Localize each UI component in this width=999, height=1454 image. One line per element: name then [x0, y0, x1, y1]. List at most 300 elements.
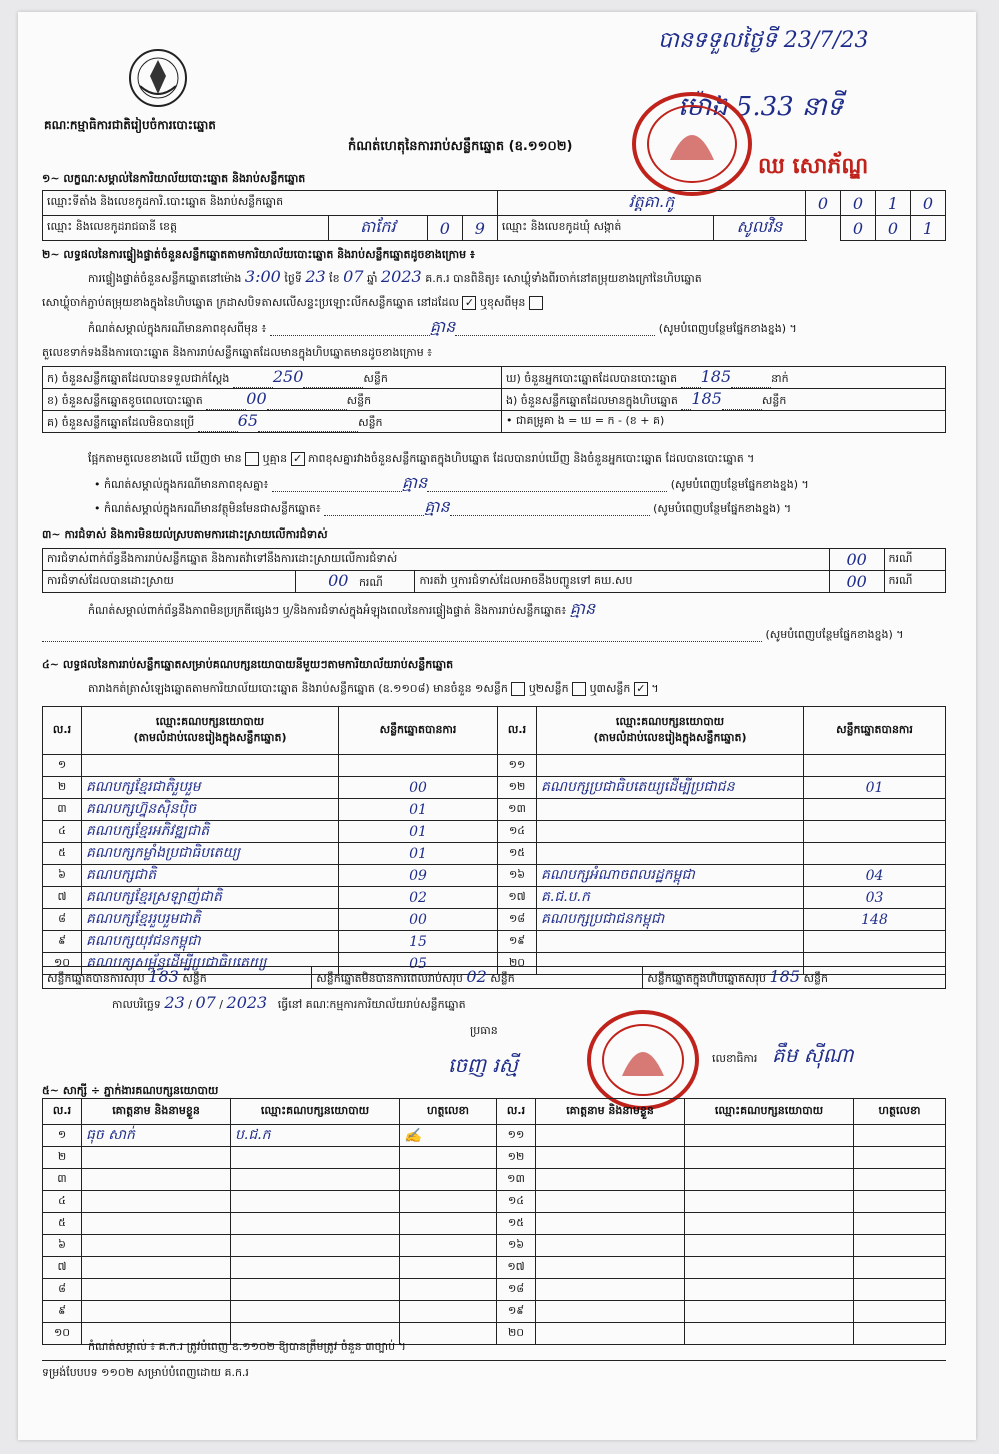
party-votes: 00 [339, 909, 498, 931]
witness-name [536, 1235, 685, 1257]
witness-name [82, 1279, 231, 1301]
day-label: ថ្ងៃទី [284, 272, 302, 285]
unit-label: សន្លឹក [363, 372, 388, 385]
row-number: ១៩ [497, 1301, 536, 1323]
table-row [43, 799, 946, 821]
received-time-note: ម៉ោង 5.33 នាទី [678, 92, 844, 122]
table-row [43, 1191, 946, 1213]
witness-signature [854, 1213, 946, 1235]
case-unit: ករណី [358, 576, 383, 589]
witness-signature [400, 1323, 497, 1345]
different-checkbox[interactable] [529, 296, 543, 310]
row-number: ៦ [43, 865, 82, 887]
unit-label: សន្លឹក [358, 416, 383, 429]
party-name: គណបក្សអំណាចពលរដ្ឋកម្ពុជា [537, 865, 804, 887]
in-box-value: 185 [691, 389, 722, 408]
irregularity-label: កំណត់សម្គាល់ពាក់ព័ន្ធនឹងភាពមិនប្រក្រតីផ្សេងៗ ឬ/និងការជំទាស់ក្នុងអំឡុងពេលនៃការផ្ទៀងផ្ទាត់ និងការរាប់សន្លឹកឆ្នោត៖ [88, 604, 567, 617]
row-number: ១ [43, 755, 82, 777]
seal-text: សោឃ្លុំចាក់ភ្ជាប់តម្រុយខាងក្នុងនៃហិបឆ្នោត ក្រដាសបិទតាសលើសន្ទះប្រឡោះលីកសន្លឹកឆ្នោត នៅដដែល [42, 296, 459, 309]
month-label: ខែ [329, 272, 340, 285]
irregularity-suffix: (សូមបំពេញបន្ថែមផ្នែកខាងខ្នង) ។ [765, 628, 904, 641]
party-votes: 05 [339, 953, 498, 975]
case-unit: ករណី [884, 549, 945, 571]
witness-name: ធុច សាក់ [82, 1125, 231, 1147]
row-number: ១៥ [498, 843, 537, 865]
witness-party [231, 1147, 400, 1169]
voters-label: ឃ) ចំនួនអ្នកបោះឆ្នោតដែលបានបោះឆ្នោត [506, 372, 678, 385]
row-number: ៨ [43, 1279, 82, 1301]
party-votes: 09 [339, 865, 498, 887]
row-number: ៤ [43, 1191, 82, 1213]
col-votes: សន្លឹកឆ្នោតបានការ [804, 707, 946, 755]
location-label: ឈ្មោះទីតាំង និងលេខកូដការិ.បោះឆ្នោត និងរាប់សន្លឹកឆ្នោត [43, 191, 498, 216]
note-suffix: (សូមបំពេញបន្ថែមផ្នែកខាងខ្នង) ។ [658, 322, 797, 335]
location-value: វត្តគា.កូ [628, 192, 675, 211]
witness-signature [854, 1257, 946, 1279]
witness-name [82, 1191, 231, 1213]
one-sheet-checkbox[interactable] [511, 682, 525, 696]
witness-party [231, 1213, 400, 1235]
party-votes: 01 [339, 821, 498, 843]
table-row [43, 1235, 946, 1257]
footer-divider [42, 1360, 946, 1361]
party-votes: 04 [804, 865, 946, 887]
commune-value: សូលវិន [736, 217, 783, 236]
in-box-label: ង) ចំនួនសន្លឹកឆ្នោតដែលមានក្នុងហិបឆ្នោត [506, 394, 678, 407]
witness-name [536, 1279, 685, 1301]
same-checkbox[interactable]: ✓ [462, 296, 476, 310]
party-votes: 02 [339, 887, 498, 909]
irregularity-line-2 [42, 628, 904, 642]
witness-signature [854, 1169, 946, 1191]
unused-value: 65 [237, 411, 259, 430]
witness-party [685, 1279, 854, 1301]
row-number: ៤ [43, 821, 82, 843]
verification-line [88, 267, 702, 286]
row-number: ១១ [497, 1125, 536, 1147]
total-invalid-value: 02 [466, 967, 487, 986]
table-row [43, 755, 946, 777]
irregularity-note [88, 599, 596, 618]
party-name: គណបក្សខ្មែរជាតិរួបរួម [82, 777, 339, 799]
col-name: គោត្តនាម និងនាមខ្លួន [536, 1099, 685, 1125]
col-votes: សន្លឹកឆ្នោតបានការ [339, 707, 498, 755]
witness-signature [400, 1147, 497, 1169]
col-no: ល.រ [497, 1099, 536, 1125]
col-party-title: ឈ្មោះគណបក្សនយោបាយ [615, 714, 725, 728]
received-date-note: បានទទួលថ្ងៃទី 23/7/23 [658, 28, 869, 53]
province-value: តាកែវ [360, 217, 396, 236]
col-party [82, 707, 339, 755]
col-party [537, 707, 804, 755]
party-votes [804, 843, 946, 865]
row-number: ១២ [497, 1147, 536, 1169]
secretary-label: លេខាធិការ [712, 1052, 758, 1065]
section5-title: ៥~ សាក្សី ÷ ភ្នាក់ងារគណបក្សនយោបាយ [42, 1084, 219, 1097]
total-box-label: សន្លឹកឆ្នោតក្នុងហិបឆ្នោតសរុប [647, 972, 766, 985]
witness-signature [854, 1279, 946, 1301]
witness-party [685, 1323, 854, 1345]
witness-signature [854, 1235, 946, 1257]
row-number: ១៤ [498, 821, 537, 843]
col-name: គោត្តនាម និងនាមខ្លួន [82, 1099, 231, 1125]
row-number: ១៥ [497, 1213, 536, 1235]
section1-table [42, 190, 946, 241]
president-name: ចេញ រស្មី [448, 1053, 518, 1077]
table-row [43, 1279, 946, 1301]
row-number: ១៨ [498, 909, 537, 931]
row-number: ១២ [498, 777, 537, 799]
table-row [43, 843, 946, 865]
party-name: គណបក្សកម្លាំងប្រជាធិបតេយ្យ [82, 843, 339, 865]
difference-note-label: • កំណត់សម្គាល់ក្នុងករណីមានភាពខុសគ្នា៖ [94, 478, 269, 491]
table-row [43, 865, 946, 887]
col-party-title: ឈ្មោះគណបក្សនយោបាយ [155, 714, 265, 728]
two-sheet-checkbox[interactable] [572, 682, 586, 696]
party-name: គណបក្សប្រជាធិបតេយ្យដើម្បីប្រជាជន [537, 777, 804, 799]
commune-code-digit: 0 [876, 216, 911, 241]
note-line [88, 317, 797, 336]
nec-logo [126, 46, 190, 110]
witness-signature [854, 1191, 946, 1213]
no-difference-checkbox[interactable]: ✓ [291, 452, 305, 466]
party-name [537, 931, 804, 953]
verification-month: 07 [343, 267, 364, 286]
witness-name [536, 1257, 685, 1279]
irregularity-value: គ្មាន [569, 599, 596, 618]
col-sign: ហត្ថលេខា [400, 1099, 497, 1125]
signature-note: ឈ សោភ័ណ្ឌ [758, 154, 869, 179]
row-number: ១៦ [497, 1235, 536, 1257]
formula-label: • ជាគម្រូគា ង = ឃ = ក - (ខ + គ) [506, 413, 665, 427]
row-number: ៦ [43, 1235, 82, 1257]
committee-stamp [584, 1008, 702, 1112]
witness-name [536, 1323, 685, 1345]
received-label: ក) ចំនួនសន្លឹកឆ្នោតដែលបានទទួលជាក់ស្តែង [47, 372, 230, 385]
row-number: ៥ [43, 1213, 82, 1235]
party-votes [804, 799, 946, 821]
row-number: ២ [43, 1147, 82, 1169]
party-name: គណបក្សខ្មែរស្រឡាញ់ជាតិ [82, 887, 339, 909]
party-name [537, 843, 804, 865]
unit-label: សន្លឹក [490, 972, 515, 985]
row-number: ១៣ [498, 799, 537, 821]
party-votes [804, 755, 946, 777]
totals-table [42, 966, 946, 989]
party-name: គណបក្សប្រជាជនកម្ពុជា [537, 909, 804, 931]
witness-signature [854, 1301, 946, 1323]
date-line: កាលបរិច្ឆេទ 23 / 07 / 2023 ធ្វើនៅ គណៈកម្មការការិយាល័យរាប់សន្លឹកឆ្នោត [112, 993, 466, 1012]
location-code-digit: 0 [806, 191, 841, 216]
witness-signature [400, 1169, 497, 1191]
president-label: ប្រធាន [470, 1024, 498, 1037]
object-note-line [94, 497, 792, 516]
col-party: ឈ្មោះគណបក្សនយោបាយ [231, 1099, 400, 1125]
row-number: ៣ [43, 799, 82, 821]
table-row [43, 1147, 946, 1169]
sign-body: ធ្វើនៅ គណៈកម្មការការិយាល័យរាប់សន្លឹកឆ្នោត [277, 998, 466, 1011]
witness-party [685, 1301, 854, 1323]
witness-party [685, 1125, 854, 1147]
verification-text: គ.ក.រ បានពិនិត្យ៖ សោឃ្លុំទាំងពីរចាក់នៅតម្រុយខាងក្រៅនៃហិបឆ្នោត [425, 272, 702, 285]
witness-signature: ✍ [400, 1125, 497, 1147]
row-number: ៩ [43, 1301, 82, 1323]
witness-signature [854, 1147, 946, 1169]
difference-note-line [94, 473, 809, 492]
witness-signature [400, 1235, 497, 1257]
party-votes: 15 [339, 931, 498, 953]
commission-name: គណៈកម្មាធិការជាតិរៀបចំការបោះឆ្នោត [44, 118, 216, 132]
location-code-digit: 0 [841, 191, 876, 216]
witness-signature [400, 1191, 497, 1213]
province-code-digit: 9 [462, 216, 497, 241]
form-page [18, 12, 976, 1440]
case-unit: ករណី [884, 571, 945, 593]
table-row [43, 909, 946, 931]
unit-label: សន្លឹក [182, 972, 207, 985]
commune-code-digit: 1 [911, 216, 946, 241]
witness-party [231, 1301, 400, 1323]
witness-name [536, 1169, 685, 1191]
row-number: ១៨ [497, 1279, 536, 1301]
total-valid-label: សន្លឹកឆ្នោតបានការសរុប [47, 972, 145, 985]
witness-name [82, 1213, 231, 1235]
witness-party [685, 1169, 854, 1191]
row-number: ១ [43, 1125, 82, 1147]
verification-day: 23 [305, 267, 326, 286]
witness-party [231, 1169, 400, 1191]
compare-text: ផ្អែកតាមតួលេខខាងលើ ឃើញថា មាន [88, 452, 242, 465]
row-number: ១៩ [498, 931, 537, 953]
total-invalid-label: សន្លឹកឆ្នោតមិនបានការពេលរាប់សរុប [316, 972, 463, 985]
witness-signature [854, 1323, 946, 1345]
province-label: ឈ្មោះ និងលេខកូដរាជធានី ខេត្ត [43, 216, 329, 241]
row-number: ៥ [43, 843, 82, 865]
witness-party [685, 1257, 854, 1279]
row-number: ១៧ [497, 1257, 536, 1279]
witness-party [231, 1257, 400, 1279]
col-no: ល.រ [43, 707, 82, 755]
party-name [82, 755, 339, 777]
party-votes: 01 [804, 777, 946, 799]
forwarded-label: ការតវ៉ា ឬការជំទាស់ដែលអាចនឹងបញ្ជូនទៅ គឃ.សប [415, 571, 829, 593]
row-number: ១១ [498, 755, 537, 777]
witness-party: ប.ជ.ក [231, 1125, 400, 1147]
unit-label: សន្លឹក [761, 394, 787, 407]
official-stamp [630, 90, 754, 198]
witness-name [82, 1147, 231, 1169]
party-name [537, 821, 804, 843]
row-number: ១០ [43, 1323, 82, 1345]
two-sheet-label: ឬ២សន្លឹក [528, 682, 569, 695]
section2-title: ២~ លទ្ធផលនៃការផ្ទៀងផ្ទាត់ចំនួនសន្លឹកឆ្នោតតាមការិយាល័យបោះឆ្នោត និងរាប់សន្លឹកឆ្នោតដូចខាងក្រោម ៖ [42, 248, 475, 261]
verification-year: 2023 [381, 267, 422, 286]
row-number: ២ [43, 777, 82, 799]
row-number: ៧ [43, 887, 82, 909]
party-name: គ.ជ.ប.ក [537, 887, 804, 909]
three-sheet-label: ឬ៣សន្លឹក [589, 682, 631, 695]
has-difference-checkbox[interactable] [245, 452, 259, 466]
witness-signature [400, 1279, 497, 1301]
row-number: ៨ [43, 909, 82, 931]
table-row [43, 1125, 946, 1147]
table-row [43, 887, 946, 909]
date-label: កាលបរិច្ឆេទ [112, 998, 161, 1011]
party-votes: 01 [339, 799, 498, 821]
row-number: ៧ [43, 1257, 82, 1279]
total-valid-value: 183 [148, 967, 179, 986]
party-votes: 148 [804, 909, 946, 931]
col-party-sub: (តាមលំដាប់លេខរៀងក្នុងសន្លឹកឆ្នោត) [593, 730, 747, 744]
resolved-label: ការជំទាស់ដែលបានដោះស្រាយ [43, 571, 296, 593]
unit-label: សន្លឹក [803, 972, 828, 985]
row-number: ១៧ [498, 887, 537, 909]
location-code-digit: 0 [911, 191, 946, 216]
unit-label: នាក់ [771, 372, 789, 385]
witness-signature [400, 1257, 497, 1279]
witness-party [231, 1235, 400, 1257]
table-row [43, 777, 946, 799]
witness-name [82, 1235, 231, 1257]
table-row [43, 1301, 946, 1323]
different-label: ឬខុសពីមុន [479, 296, 526, 309]
witness-signature [400, 1213, 497, 1235]
results-table [42, 706, 946, 975]
total-box-value: 185 [769, 967, 801, 986]
compare-line [88, 452, 754, 466]
party-votes: 01 [339, 843, 498, 865]
objection-table [42, 548, 946, 593]
row-number: ៣ [43, 1169, 82, 1191]
party-name: គណបក្សសម្ព័ន្ធដើម្បីប្រជាធិបតេយ្យ [82, 953, 339, 975]
unit-label: សន្លឹក [346, 394, 372, 407]
form-title: កំណត់ហេតុនៃការរាប់សន្លឹកឆ្នោត (ឧ.១១០២) [348, 139, 573, 154]
section4-title: ៤~ លទ្ធផលនៃការរាប់សន្លឹកឆ្នោតសម្រាប់គណបក្សនយោបាយនីមួយៗតាមការិយាល័យរាប់សន្លឹកឆ្នោត [42, 658, 454, 671]
location-code-digit: 1 [876, 191, 911, 216]
witness-name [536, 1213, 685, 1235]
row-number: ១០ [43, 953, 82, 975]
seal-line [42, 296, 543, 310]
party-name: គណបក្សខ្មែរអភិវឌ្ឍជាតិ [82, 821, 339, 843]
party-name [537, 755, 804, 777]
row-number: ១៦ [498, 865, 537, 887]
no-difference-label: ឬគ្មាន [262, 452, 288, 465]
table-row [43, 1213, 946, 1235]
tally-sheet-text: តារាងកត់ត្រាសំឡេងឆ្នោតតាមការិយាល័យបោះឆ្នោត និងរាប់សន្លឹកឆ្នោត (ឧ.១១០៨) មានចំនួន ១សន្លឹក [88, 682, 508, 695]
note-value: គ្មាន [429, 317, 456, 336]
witness-party [685, 1191, 854, 1213]
unused-label: គ) ចំនួនសន្លឹកឆ្នោតដែលមិនបានប្រើ [47, 416, 195, 429]
row-number: ៩ [43, 931, 82, 953]
row-number: ២០ [498, 953, 537, 975]
witness-name [536, 1191, 685, 1213]
col-no: ល.រ [498, 707, 537, 755]
footer-note: កំណត់សម្គាល់ ៖ គ.ក.រ ត្រូវបំពេញ ឧ.១១០២ ឱ្យបានត្រឹមត្រូវ ចំនួន ៣ច្បាប់ ។ [88, 1340, 406, 1353]
date-month: 07 [195, 993, 216, 1012]
witness-party [231, 1279, 400, 1301]
object-note-value: គ្មាន [424, 497, 450, 516]
fill-suffix: (សូមបំពេញបន្ថែមផ្នែកខាងខ្នង) ។ [653, 502, 792, 515]
witness-party [685, 1235, 854, 1257]
party-votes [804, 931, 946, 953]
secretary-name: គឹម ស៊ីណា [772, 1043, 854, 1067]
row-number: ១៣ [497, 1169, 536, 1191]
year-label: ឆ្នាំ [367, 272, 378, 285]
commune-code-digit: 0 [841, 216, 876, 241]
difference-note-value: គ្មាន [401, 473, 428, 492]
tally-sheet-line: តារាងកត់ត្រាសំឡេងឆ្នោតតាមការិយាល័យបោះឆ្នោត និងរាប់សន្លឹកឆ្នោត (ឧ.១១០៨) មានចំនួន ១សន្លឹក ឬ២សន្លឹក ឬ៣សន្លឹក ✓ ។ [88, 682, 659, 695]
party-votes [339, 755, 498, 777]
col-party: ឈ្មោះគណបក្សនយោបាយ [685, 1099, 854, 1125]
compare-text-end: ភាពខុសគ្នារវាងចំនួនសន្លឹកឆ្នោតក្នុងហិបឆ្នោត ដែលបានរាប់ឃើញ និងចំនួនអ្នកបោះឆ្នោត ដែលបានបោះឆ្នោត ។ [308, 452, 755, 465]
party-name: គណបក្សហ្វ៊ុនស៊ិនប៉ិច [82, 799, 339, 821]
witness-party [685, 1213, 854, 1235]
col-party-sub: (តាមលំដាប់លេខរៀងក្នុងសន្លឹកឆ្នោត) [133, 730, 287, 744]
commune-label: ឈ្មោះ និងលេខកូដឃុំ សង្កាត់ [497, 216, 713, 241]
party-name: គណបក្សយុវជនកម្ពុជា [82, 931, 339, 953]
date-year: 2023 [226, 993, 268, 1012]
party-votes [804, 821, 946, 843]
row-number: ១៤ [497, 1191, 536, 1213]
province-code-digit: 0 [427, 216, 462, 241]
party-votes: 03 [804, 887, 946, 909]
col-no: ល.រ [43, 1099, 82, 1125]
party-votes: 00 [339, 777, 498, 799]
fill-suffix: (សូមបំពេញបន្ថែមផ្នែកខាងខ្នង) ។ [670, 478, 809, 491]
resolved-value: 00 [328, 571, 349, 590]
witness-name [82, 1257, 231, 1279]
objection-value: 00 [846, 550, 867, 569]
witness-party [685, 1147, 854, 1169]
section3-title: ៣~ ការជំទាស់ និងការមិនយល់ស្របតាមការដោះស្រាយលើការជំទាស់ [42, 528, 328, 541]
table-row [43, 821, 946, 843]
table-row [43, 931, 946, 953]
col-sign: ហត្ថលេខា [854, 1099, 946, 1125]
spoiled-value: 00 [246, 389, 267, 408]
witness-name [536, 1125, 685, 1147]
note-label: កំណត់សម្គាល់ក្នុងករណីមានភាពខុសពីមុន ៖ [88, 322, 267, 335]
witness-name [82, 1169, 231, 1191]
object-note-label: • កំណត់សម្គាល់ក្នុងករណីមានវត្ថុមិនមែនជាសន្លឹកឆ្នោត៖ [94, 502, 321, 515]
witness-name [536, 1301, 685, 1323]
verification-label: ការផ្ទៀងផ្ទាត់ចំនួនសន្លឹកឆ្នោតនៅម៉ោង [88, 272, 242, 285]
witness-table [42, 1098, 946, 1345]
verification-time: 3:00 [244, 267, 281, 286]
witness-signature [400, 1301, 497, 1323]
witness-name [82, 1301, 231, 1323]
voters-value: 185 [700, 367, 732, 386]
table-row [43, 1257, 946, 1279]
forwarded-value: 00 [846, 572, 867, 591]
numbers-intro: តួលេខទាក់ទងនឹងការបោះឆ្នោត និងការរាប់សន្លឹកឆ្នោតដែលមានក្នុងហិបឆ្នោតមានដូចខាងក្រោម ៖ [42, 346, 433, 359]
witness-name [536, 1147, 685, 1169]
date-day: 23 [164, 993, 185, 1012]
table-row [43, 1169, 946, 1191]
row-number: ២០ [497, 1323, 536, 1345]
three-sheet-checkbox[interactable]: ✓ [634, 682, 648, 696]
section1-title: ១~ លក្ខណៈសម្គាល់នៃការិយាល័យបោះឆ្នោត និងរាប់សន្លឹកឆ្នោត [42, 172, 306, 185]
witness-party [231, 1191, 400, 1213]
spoiled-label: ខ) ចំនួនសន្លឹកឆ្នោតខូចពេលបោះឆ្នោត [47, 394, 203, 407]
objection-label: ការជំទាស់ពាក់ព័ន្ធនឹងការរាប់សន្លឹកឆ្នោត និងការតវ៉ាទៅនឹងការដោះស្រាយលើការជំទាស់ [43, 549, 830, 571]
party-name: គណបក្សខ្មែររួបរួមជាតិ [82, 909, 339, 931]
party-name [537, 799, 804, 821]
received-value: 250 [272, 367, 304, 386]
party-name: គណបក្សជាតិ [82, 865, 339, 887]
bottom-note: ទម្រង់បែបបទ ១១០២ សម្រាប់បំពេញដោយ គ.ក.រ [42, 1366, 249, 1379]
ballot-count-table [42, 366, 946, 433]
witness-signature [854, 1125, 946, 1147]
